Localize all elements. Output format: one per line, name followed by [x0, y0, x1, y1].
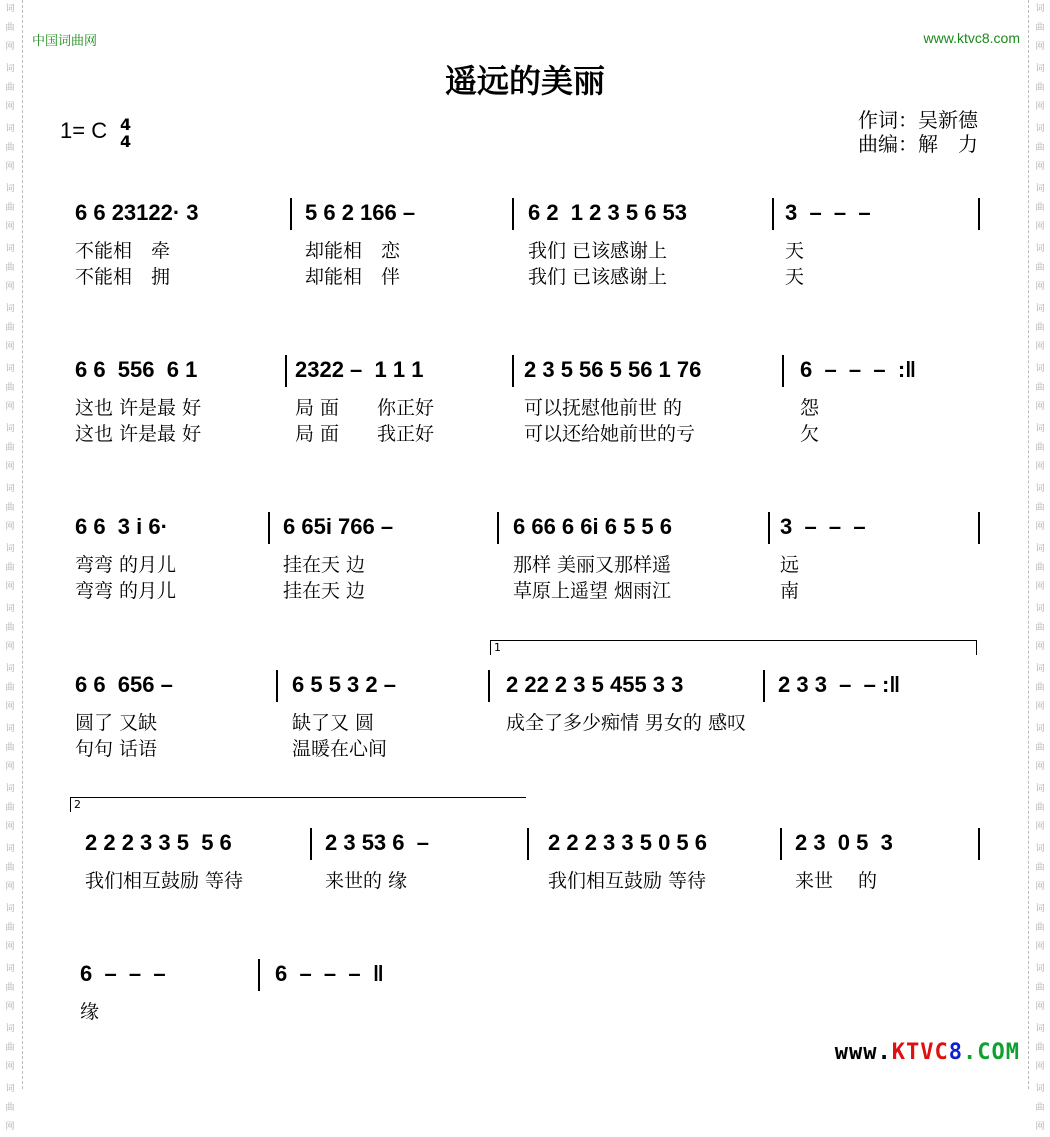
side-watermark: 词曲网 [5, 124, 15, 172]
measure-notes: 6 – – – ‖ [275, 961, 384, 986]
side-watermark: 词曲网 [1035, 484, 1045, 532]
side-watermark: 词曲网 [5, 604, 15, 652]
measure-notes: 6 6 656 – [75, 672, 173, 697]
song-title: 遥远的美丽 [444, 62, 605, 100]
barline [978, 828, 980, 860]
measure-lyrics-line-2: 挂在天 边 [283, 580, 366, 602]
measure-lyrics-line-1: 我们相互鼓励 等待 [85, 870, 244, 892]
measure-lyrics-line-2: 草原上遥望 烟雨江 [513, 580, 672, 602]
side-watermark: 词曲网 [5, 724, 15, 772]
right-border [1028, 0, 1030, 1089]
measure-notes: 2 3 3 – – :‖ [778, 672, 901, 697]
side-watermark: 词曲网 [1035, 364, 1045, 412]
measure-notes: 2 3 53 6 – [325, 830, 429, 855]
measure-notes: 6 6 556 6 1 [75, 357, 198, 382]
measure-lyrics-line-2: 天 [785, 266, 805, 288]
measure-notes: 6 66 6 6i 6 5 5 6 [513, 514, 673, 539]
measure-lyrics-line-1: 这也 许是最 好 [75, 397, 202, 419]
barline [527, 828, 529, 860]
site-name-left[interactable]: 中国词曲网 [32, 34, 98, 49]
volta-1-label: 1 [494, 641, 501, 654]
side-watermark: 词曲网 [5, 424, 15, 472]
measure-lyrics-line-1: 我们相互鼓励 等待 [548, 870, 707, 892]
measure-lyrics-line-2: 句句 话语 [75, 738, 158, 760]
key-signature: 1= C [60, 118, 108, 143]
side-watermark: 词曲网 [1035, 1084, 1045, 1132]
measure-notes: 3 – – – [780, 514, 866, 539]
side-watermark: 词曲网 [5, 784, 15, 832]
measure-lyrics-line-1: 不能相 牵 [75, 240, 171, 262]
side-watermark: 词曲网 [5, 904, 15, 952]
measure-notes: 6 6 3 i 6· [75, 514, 168, 539]
side-watermark: 词曲网 [1035, 4, 1045, 52]
side-watermark: 词曲网 [1035, 604, 1045, 652]
barline [310, 828, 312, 860]
measure-lyrics-line-2: 南 [780, 580, 800, 602]
measure-lyrics-line-2: 温暖在心间 [292, 738, 388, 760]
side-watermark: 词曲网 [1035, 544, 1045, 592]
logo-brand: KTVC [891, 1040, 949, 1065]
measure-notes: 2 3 5 56 5 56 1 76 [524, 357, 702, 382]
measure-lyrics-line-1: 我们 已该感谢上 [528, 240, 668, 262]
measure-lyrics-line-1: 弯弯 的月儿 [75, 554, 177, 576]
measure-lyrics-line-1: 挂在天 边 [283, 554, 366, 576]
measure-notes: 6 6 23122· 3 [75, 200, 199, 225]
measure-notes: 2 3 0 5 3 [795, 830, 893, 855]
side-watermark: 词曲网 [1035, 844, 1045, 892]
measure-lyrics-line-1: 缺了又 圆 [292, 712, 375, 734]
barline [285, 355, 287, 387]
side-watermark: 词曲网 [5, 1024, 15, 1072]
side-watermark: 词曲网 [1035, 724, 1045, 772]
barline [780, 828, 782, 860]
volta-2-label: 2 [74, 798, 81, 811]
measure-notes: 6 – – – :‖ [800, 357, 917, 382]
side-watermark: 词曲网 [1035, 964, 1045, 1012]
logo-tld: .COM [963, 1040, 1020, 1065]
measure-notes: 3 – – – [785, 200, 871, 225]
barline [978, 512, 980, 544]
side-watermark: 词曲网 [1035, 304, 1045, 352]
side-watermark: 词曲网 [1035, 904, 1045, 952]
side-watermark: 词曲网 [5, 844, 15, 892]
side-watermark: 词曲网 [5, 484, 15, 532]
side-watermark: 词曲网 [1035, 1024, 1045, 1072]
measure-notes: 2 2 2 3 3 5 0 5 6 [548, 830, 708, 855]
barline [782, 355, 784, 387]
measure-lyrics-line-1: 怨 [800, 397, 820, 419]
time-signature [120, 116, 131, 150]
measure-notes: 6 2 1 2 3 5 6 53 [528, 200, 688, 225]
logo-digit: 8 [948, 1040, 964, 1065]
measure-lyrics-line-2: 局 面 我正好 [295, 423, 435, 445]
side-watermark: 词曲网 [1035, 124, 1045, 172]
measure-lyrics-line-2: 弯弯 的月儿 [75, 580, 177, 602]
side-watermark: 词曲网 [5, 1084, 15, 1132]
measure-lyrics-line-2: 欠 [800, 423, 820, 445]
measure-notes: 5 6 2 166 – [305, 200, 416, 225]
side-watermark: 词曲网 [5, 184, 15, 232]
barline [276, 670, 278, 702]
volta-1 [490, 640, 977, 655]
barline [268, 512, 270, 544]
measure-notes: 6 65i 766 – [283, 514, 394, 539]
barline [290, 198, 292, 230]
measure-lyrics-line-1: 缘 [80, 1001, 100, 1023]
site-url-right[interactable]: www.ktvc8.com [923, 30, 1020, 46]
measure-notes: 6 – – – [80, 961, 166, 986]
measure-lyrics-line-1: 可以抚慰他前世 的 [524, 397, 683, 419]
measure-lyrics-line-1: 天 [785, 240, 805, 262]
arranger: 曲编：解 力 [858, 132, 978, 156]
side-watermark: 词曲网 [5, 364, 15, 412]
side-watermark: 词曲网 [5, 964, 15, 1012]
measure-lyrics-line-2: 这也 许是最 好 [75, 423, 202, 445]
side-watermark: 词曲网 [5, 64, 15, 112]
time-bottom: 4 [120, 132, 132, 151]
side-watermark: 词曲网 [1035, 64, 1045, 112]
time-top: 4 [120, 115, 132, 134]
measure-lyrics-line-1: 来世 的 [795, 870, 878, 892]
barline [512, 355, 514, 387]
side-watermark: 词曲网 [1035, 184, 1045, 232]
measure-lyrics-line-1: 圆了 又缺 [75, 712, 158, 734]
side-watermark: 词曲网 [1035, 424, 1045, 472]
barline [763, 670, 765, 702]
measure-lyrics-line-2: 却能相 伴 [305, 266, 401, 288]
left-border [22, 0, 24, 1089]
logo-www: www. [834, 1040, 892, 1065]
barline [768, 512, 770, 544]
measure-lyrics-line-1: 远 [780, 554, 800, 576]
side-watermark: 词曲网 [5, 664, 15, 712]
site-logo[interactable] [835, 1040, 1020, 1065]
side-watermark: 词曲网 [5, 244, 15, 292]
barline [258, 959, 260, 991]
measure-notes: 6 5 5 3 2 – [292, 672, 396, 697]
measure-lyrics-line-2: 不能相 拥 [75, 266, 171, 288]
barline [512, 198, 514, 230]
side-watermark: 词曲网 [5, 544, 15, 592]
measure-lyrics-line-1: 来世的 缘 [325, 870, 408, 892]
barline [497, 512, 499, 544]
lyricist: 作词：吴新德 [858, 108, 978, 132]
barline [772, 198, 774, 230]
side-watermark: 词曲网 [5, 4, 15, 52]
measure-lyrics-line-1: 成全了多少痴情 男女的 感叹 [506, 712, 747, 734]
measure-lyrics-line-1: 局 面 你正好 [295, 397, 435, 419]
measure-lyrics-line-1: 却能相 恋 [305, 240, 401, 262]
side-watermark: 词曲网 [1035, 664, 1045, 712]
measure-lyrics-line-1: 那样 美丽又那样遥 [513, 554, 672, 576]
volta-2 [70, 797, 526, 812]
side-watermark: 词曲网 [5, 304, 15, 352]
barline [978, 198, 980, 230]
measure-notes: 2 22 2 3 5 455 3 3 [506, 672, 684, 697]
side-watermark: 词曲网 [1035, 244, 1045, 292]
measure-notes: 2322 – 1 1 1 [295, 357, 424, 382]
measure-lyrics-line-2: 我们 已该感谢上 [528, 266, 668, 288]
measure-notes: 2 2 2 3 3 5 5 6 [85, 830, 232, 855]
side-watermark: 词曲网 [1035, 784, 1045, 832]
barline [488, 670, 490, 702]
measure-lyrics-line-2: 可以还给她前世的亏 [524, 423, 696, 445]
